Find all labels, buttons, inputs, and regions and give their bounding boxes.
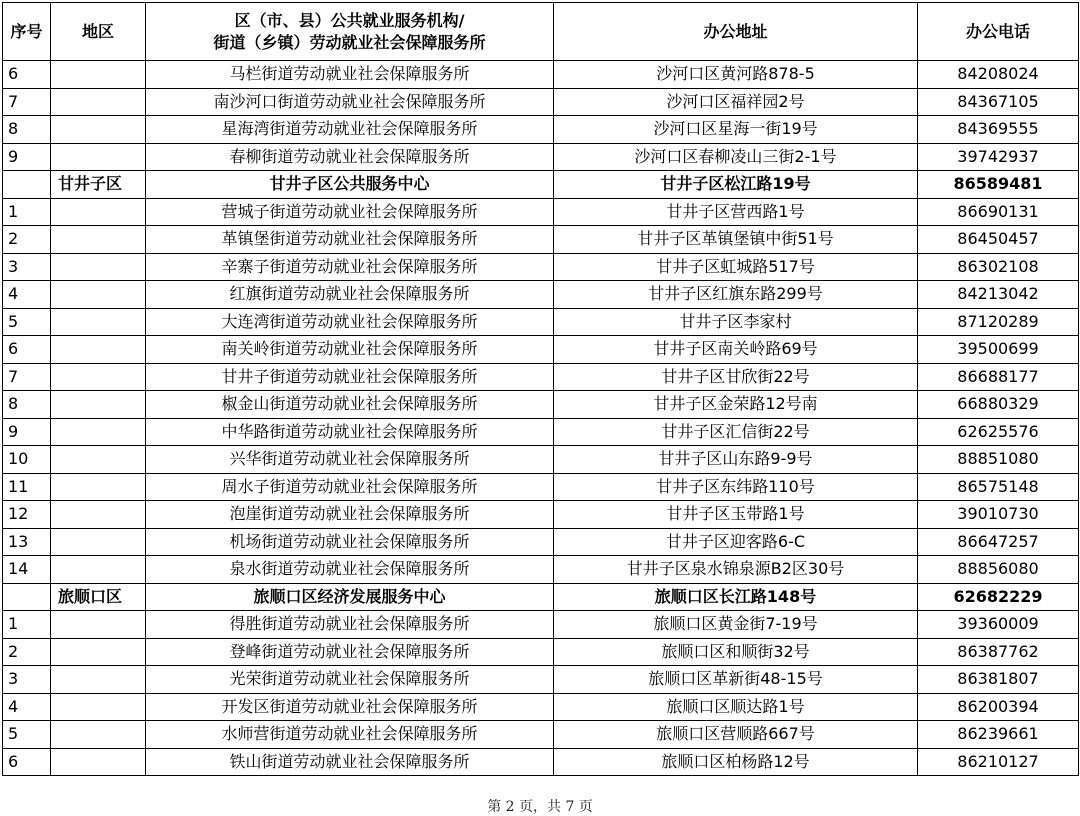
- cell-address: 沙河口区星海一街19号: [554, 116, 918, 144]
- cell-seq: 1: [3, 611, 51, 639]
- cell-address: 甘井子区南关岭路69号: [554, 336, 918, 364]
- cell-phone: 39742937: [918, 143, 1079, 171]
- table-row: [3, 88, 1079, 116]
- cell-region: [51, 473, 146, 501]
- cell-seq: 12: [3, 501, 51, 529]
- table-row: [3, 721, 1079, 749]
- cell-seq: [3, 171, 51, 199]
- cell-seq: 8: [3, 116, 51, 144]
- cell-address: 旅顺口区和顺街32号: [554, 638, 918, 666]
- cell-region: [51, 418, 146, 446]
- page-footer: 第 2 页，共 7 页: [487, 799, 593, 815]
- col-header-region: 地区: [51, 3, 146, 61]
- district-row: [3, 583, 1079, 611]
- cell-seq: 5: [3, 721, 51, 749]
- cell-seq: 1: [3, 198, 51, 226]
- cell-org: 马栏街道劳动就业社会保障服务所: [146, 61, 554, 89]
- cell-address: 旅顺口区长江路148号: [554, 583, 918, 611]
- cell-phone: 86688177: [918, 363, 1079, 391]
- cell-phone: 84367105: [918, 88, 1079, 116]
- table-row: [3, 281, 1079, 309]
- cell-address: 甘井子区泉水锦泉源B2区30号: [554, 556, 918, 584]
- cell-org: 中华路街道劳动就业社会保障服务所: [146, 418, 554, 446]
- table-row: [3, 748, 1079, 776]
- cell-region: [51, 88, 146, 116]
- table-row: [3, 528, 1079, 556]
- table-row: [3, 198, 1079, 226]
- cell-phone: 84208024: [918, 61, 1079, 89]
- cell-phone: 86210127: [918, 748, 1079, 776]
- cell-region: [51, 61, 146, 89]
- cell-seq: 9: [3, 143, 51, 171]
- cell-region: [51, 556, 146, 584]
- cell-region: [51, 693, 146, 721]
- cell-phone: 86239661: [918, 721, 1079, 749]
- table-row: [3, 226, 1079, 254]
- col-header-org-line1: 区（市、县）公共就业服务机构/: [234, 10, 465, 30]
- cell-seq: 11: [3, 473, 51, 501]
- cell-address: 甘井子区山东路9-9号: [554, 446, 918, 474]
- cell-address: 甘井子区营西路1号: [554, 198, 918, 226]
- table-row: [3, 446, 1079, 474]
- table-row: [3, 308, 1079, 336]
- table-row: [3, 336, 1079, 364]
- cell-phone: 86302108: [918, 253, 1079, 281]
- table-row: [3, 693, 1079, 721]
- cell-org: 椒金山街道劳动就业社会保障服务所: [146, 391, 554, 419]
- cell-seq: 4: [3, 693, 51, 721]
- cell-org: 甘井子区公共服务中心: [146, 171, 554, 199]
- cell-seq: 7: [3, 363, 51, 391]
- col-header-org-line2: 街道（乡镇）劳动就业社会保障服务所: [213, 32, 486, 52]
- cell-region: [51, 638, 146, 666]
- cell-region: [51, 391, 146, 419]
- cell-org: 旅顺口区经济发展服务中心: [146, 583, 554, 611]
- cell-phone: 88856080: [918, 556, 1079, 584]
- table-row: [3, 611, 1079, 639]
- cell-seq: 4: [3, 281, 51, 309]
- cell-org: 泡崖街道劳动就业社会保障服务所: [146, 501, 554, 529]
- cell-phone: 86589481: [918, 171, 1079, 199]
- table-row: [3, 418, 1079, 446]
- cell-region: [51, 446, 146, 474]
- cell-address: 甘井子区玉带路1号: [554, 501, 918, 529]
- cell-seq: 13: [3, 528, 51, 556]
- cell-address: 甘井子区迎客路6-C: [554, 528, 918, 556]
- cell-seq: 9: [3, 418, 51, 446]
- cell-phone: 39010730: [918, 501, 1079, 529]
- cell-org: 铁山街道劳动就业社会保障服务所: [146, 748, 554, 776]
- cell-address: 甘井子区汇信街22号: [554, 418, 918, 446]
- cell-address: 甘井子区红旗东路299号: [554, 281, 918, 309]
- header-row: [3, 3, 1079, 61]
- col-header-phone: 办公电话: [918, 3, 1079, 61]
- cell-seq: 6: [3, 336, 51, 364]
- cell-region: [51, 226, 146, 254]
- cell-address: 甘井子区革镇堡镇中街51号: [554, 226, 918, 254]
- cell-address: 旅顺口区顺达路1号: [554, 693, 918, 721]
- cell-address: 甘井子区松江路19号: [554, 171, 918, 199]
- cell-phone: 62625576: [918, 418, 1079, 446]
- table-row: [3, 363, 1079, 391]
- cell-phone: 84369555: [918, 116, 1079, 144]
- cell-region: [51, 748, 146, 776]
- table-row: [3, 116, 1079, 144]
- col-header-seq: 序号: [3, 3, 51, 61]
- cell-region: [51, 143, 146, 171]
- cell-seq: 14: [3, 556, 51, 584]
- cell-org: 机场街道劳动就业社会保障服务所: [146, 528, 554, 556]
- cell-phone: 86450457: [918, 226, 1079, 254]
- cell-address: 旅顺口区黄金街7-19号: [554, 611, 918, 639]
- cell-region: [51, 281, 146, 309]
- table-row: [3, 391, 1079, 419]
- cell-org: 大连湾街道劳动就业社会保障服务所: [146, 308, 554, 336]
- cell-phone: 84213042: [918, 281, 1079, 309]
- cell-org: 革镇堡街道劳动就业社会保障服务所: [146, 226, 554, 254]
- cell-org: 水师营街道劳动就业社会保障服务所: [146, 721, 554, 749]
- cell-seq: 8: [3, 391, 51, 419]
- cell-address: 沙河口区福祥园2号: [554, 88, 918, 116]
- cell-phone: 86690131: [918, 198, 1079, 226]
- table-row: [3, 556, 1079, 584]
- cell-region: [51, 363, 146, 391]
- col-header-org: [146, 3, 554, 61]
- cell-phone: 87120289: [918, 308, 1079, 336]
- cell-seq: 6: [3, 61, 51, 89]
- cell-org: 周水子街道劳动就业社会保障服务所: [146, 473, 554, 501]
- cell-region: [51, 501, 146, 529]
- cell-org: 甘井子街道劳动就业社会保障服务所: [146, 363, 554, 391]
- cell-region: [51, 666, 146, 694]
- cell-phone: 66880329: [918, 391, 1079, 419]
- cell-address: 甘井子区金荣路12号南: [554, 391, 918, 419]
- cell-org: 南关岭街道劳动就业社会保障服务所: [146, 336, 554, 364]
- cell-region: 甘井子区: [51, 171, 146, 199]
- cell-seq: 5: [3, 308, 51, 336]
- table-row: [3, 638, 1079, 666]
- cell-seq: 3: [3, 253, 51, 281]
- cell-org: 泉水街道劳动就业社会保障服务所: [146, 556, 554, 584]
- cell-address: 旅顺口区革新街48-15号: [554, 666, 918, 694]
- cell-region: [51, 198, 146, 226]
- cell-region: [51, 721, 146, 749]
- cell-org: 营城子街道劳动就业社会保障服务所: [146, 198, 554, 226]
- cell-address: 甘井子区东纬路110号: [554, 473, 918, 501]
- cell-phone: 86575148: [918, 473, 1079, 501]
- cell-org: 登峰街道劳动就业社会保障服务所: [146, 638, 554, 666]
- cell-phone: 86200394: [918, 693, 1079, 721]
- cell-org: 辛寨子街道劳动就业社会保障服务所: [146, 253, 554, 281]
- cell-org: 南沙河口街道劳动就业社会保障服务所: [146, 88, 554, 116]
- cell-address: 旅顺口区柏杨路12号: [554, 748, 918, 776]
- cell-address: 甘井子区虹城路517号: [554, 253, 918, 281]
- cell-region: [51, 336, 146, 364]
- cell-region: [51, 308, 146, 336]
- table-row: [3, 143, 1079, 171]
- cell-org: 得胜街道劳动就业社会保障服务所: [146, 611, 554, 639]
- cell-phone: 86647257: [918, 528, 1079, 556]
- table-row: [3, 666, 1079, 694]
- cell-org: 开发区街道劳动就业社会保障服务所: [146, 693, 554, 721]
- cell-seq: 7: [3, 88, 51, 116]
- cell-address: 沙河口区黄河路878-5: [554, 61, 918, 89]
- cell-phone: 39360009: [918, 611, 1079, 639]
- cell-phone: 62682229: [918, 583, 1079, 611]
- cell-seq: 2: [3, 226, 51, 254]
- cell-org: 红旗街道劳动就业社会保障服务所: [146, 281, 554, 309]
- cell-phone: 39500699: [918, 336, 1079, 364]
- table-row: [3, 473, 1079, 501]
- cell-region: [51, 611, 146, 639]
- cell-org: 兴华街道劳动就业社会保障服务所: [146, 446, 554, 474]
- cell-address: 旅顺口区营顺路667号: [554, 721, 918, 749]
- table-row: [3, 501, 1079, 529]
- cell-org: 星海湾街道劳动就业社会保障服务所: [146, 116, 554, 144]
- cell-region: [51, 528, 146, 556]
- table-row: [3, 253, 1079, 281]
- col-header-address: 办公地址: [554, 3, 918, 61]
- cell-seq: 10: [3, 446, 51, 474]
- cell-address: 甘井子区甘欣街22号: [554, 363, 918, 391]
- cell-region: [51, 253, 146, 281]
- cell-seq: 2: [3, 638, 51, 666]
- cell-phone: 86387762: [918, 638, 1079, 666]
- cell-region: 旅顺口区: [51, 583, 146, 611]
- district-row: [3, 171, 1079, 199]
- cell-org: 春柳街道劳动就业社会保障服务所: [146, 143, 554, 171]
- cell-seq: 3: [3, 666, 51, 694]
- service-directory-table: [2, 2, 1079, 776]
- cell-phone: 86381807: [918, 666, 1079, 694]
- cell-address: 沙河口区春柳凌山三街2-1号: [554, 143, 918, 171]
- cell-address: 甘井子区李家村: [554, 308, 918, 336]
- cell-org: 光荣街道劳动就业社会保障服务所: [146, 666, 554, 694]
- cell-seq: 6: [3, 748, 51, 776]
- cell-seq: [3, 583, 51, 611]
- cell-region: [51, 116, 146, 144]
- cell-phone: 88851080: [918, 446, 1079, 474]
- table-row: [3, 61, 1079, 89]
